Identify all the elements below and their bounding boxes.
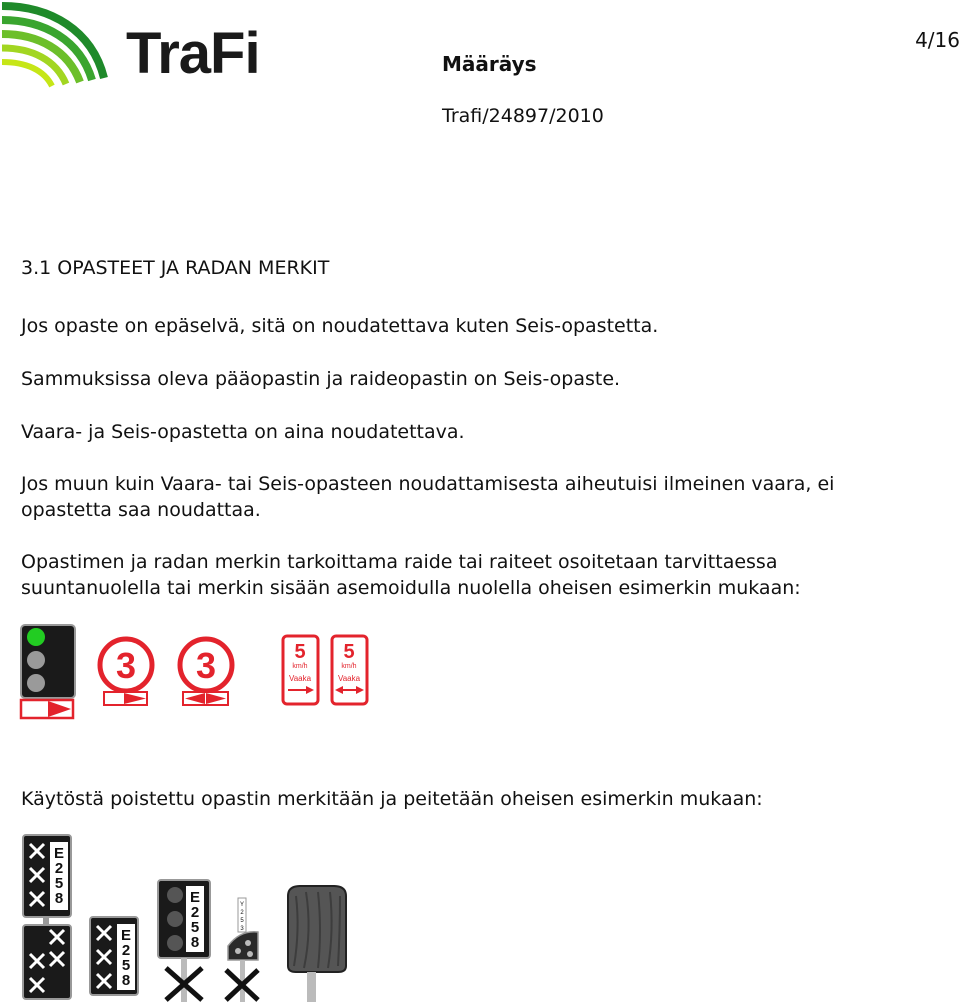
paragraph: Käytöstä poistettu opastin merkitään ja peitetään oheisen esimerkin mukaan: (21, 788, 763, 810)
logo-text: TraFi (126, 21, 260, 86)
document-reference: Trafi/24897/2010 (442, 105, 604, 127)
speed-board-number: 5 (294, 641, 306, 663)
speed-board-unit: km/h (341, 663, 357, 670)
main-signal-icon (21, 625, 75, 718)
paragraph: Opastimen ja radan merkin tarkoittama raide tai raiteet osoitetaan tarvittaessa (21, 551, 778, 573)
decommissioned-main-signal-icon (23, 835, 71, 999)
page-number: 4/16 (915, 28, 960, 52)
board-letter: E (53, 845, 65, 862)
paragraph: Jos muun kuin Vaara- tai Seis-opasteen noudattamisesta aiheutuisi ilmeinen vaara, ei (21, 473, 835, 495)
speed-board-label: Vaaka (337, 674, 361, 683)
board-digit: 2 (121, 942, 131, 959)
decommissioned-signal-icon (90, 917, 138, 995)
speed-sign-right-arrow-icon (100, 639, 152, 705)
board-digit: 2 (190, 904, 200, 921)
board-digit: 5 (121, 957, 131, 974)
speed-board-label: Vaaka (288, 674, 312, 683)
section-heading: 3.1 OPASTEET JA RADAN MERKIT (21, 257, 330, 279)
small-board-text: 2 (240, 910, 244, 916)
dwarf-signal-icon (226, 898, 258, 1002)
speed-sign-double-arrow-icon (180, 639, 232, 705)
speed-board-number: 5 (343, 641, 355, 663)
board-digit: 8 (121, 972, 131, 989)
paragraph: Vaara- ja Seis-opastetta on aina noudatettava. (21, 421, 465, 443)
small-board-text: 5 (240, 918, 244, 924)
speed-sign-number: 3 (115, 645, 137, 686)
paragraph: Sammuksissa oleva pääopastin ja raideopastin on Seis-opaste. (21, 368, 621, 390)
small-board-text: 3 (240, 926, 244, 932)
direction-signals-figure (0, 620, 400, 730)
logo-swoosh-icon (0, 0, 130, 100)
speed-board-right-arrow-icon (283, 636, 318, 704)
board-digit: 8 (190, 934, 200, 951)
decommissioned-signals-figure (0, 830, 400, 1002)
speed-board-unit: km/h (292, 663, 308, 670)
paragraph: Jos opaste on epäselvä, sitä on noudatettava kuten Seis-opastetta. (21, 315, 659, 337)
speed-sign-number: 3 (195, 645, 217, 686)
document-type: Määräys (442, 52, 537, 76)
paragraph: suuntanuolella tai merkin sisään asemoidulla nuolella oheisen esimerkin mukaan: (21, 577, 801, 599)
board-digit: 5 (190, 919, 200, 936)
small-board-text: Y (239, 902, 245, 908)
board-letter: E (189, 889, 201, 906)
covered-signal-icon (158, 880, 210, 1002)
board-letter: E (120, 927, 132, 944)
board-digit: 5 (54, 875, 64, 892)
paragraph: opastetta saa noudattaa. (21, 499, 261, 521)
board-digit: 2 (54, 860, 64, 877)
speed-board-double-arrow-icon (332, 636, 367, 704)
trafi-logo (0, 0, 270, 100)
covered-signal-bag-icon (288, 886, 346, 1002)
board-digit: 8 (54, 890, 64, 907)
